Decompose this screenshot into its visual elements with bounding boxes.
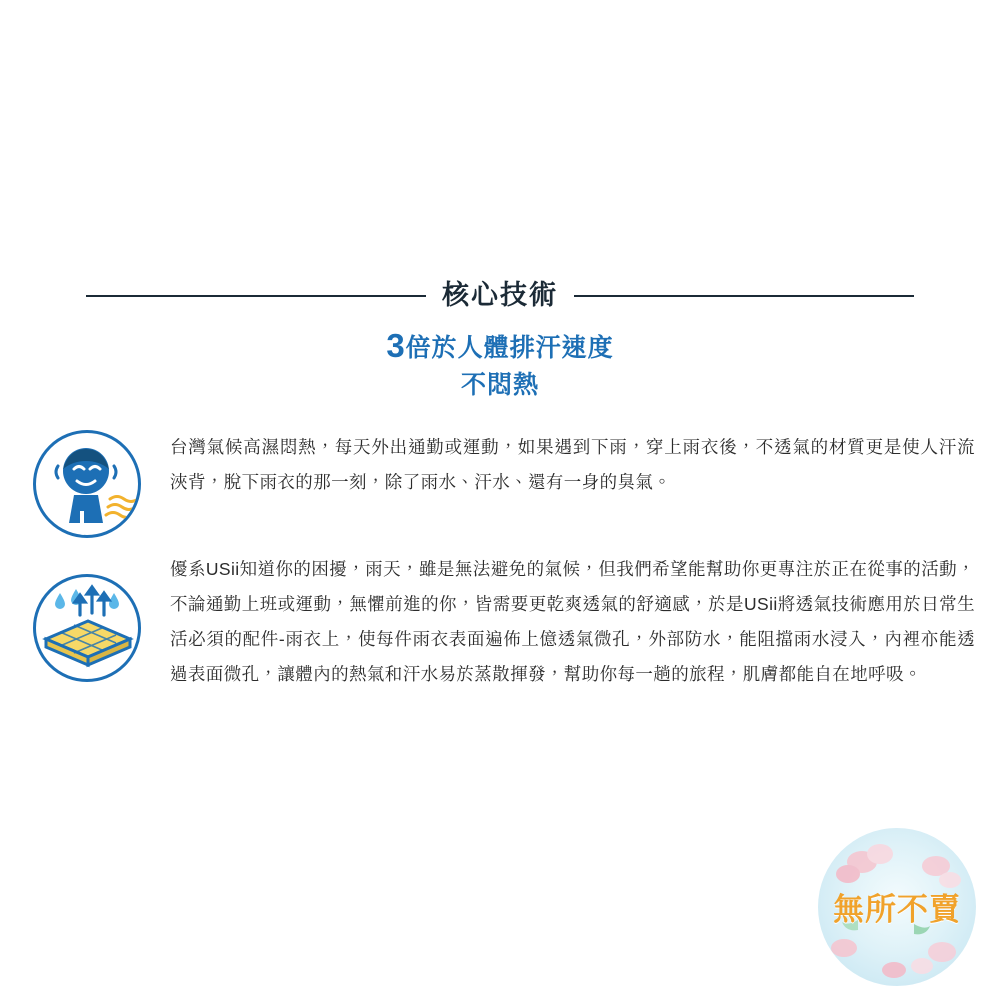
section-row-2 <box>30 552 975 692</box>
section-2-text: 優系USii知道你的困擾，雨天，雖是無法避免的氣候，但我們希望能幫助你更專注於正在從事的活動，不論通勤上班或運動，無懼前進的你，皆需要更乾爽透氣的舒適感，於是USii將透氣技術應用於日常生活必須的配件-雨衣上，使每件雨衣表面遍佈上億透氣微孔，外部防水，能阻擋雨水浸入，內裡亦能透過表面微孔，讓體內的熱氣和汗水易於蒸散揮發，幫助你每一趟的旅程，肌膚都能自在地呼吸。 <box>170 559 975 684</box>
watermark-logo <box>818 828 976 986</box>
section-1-text: 台灣氣候高濕悶熱，每天外出通勤或運動，如果遇到下雨，穿上雨衣後，不透氣的材質更是使人汗流浹背，脫下雨衣的那一刻，除了雨水、汗水、還有一身的臭氣。 <box>170 437 975 492</box>
sweating-face-icon <box>30 430 140 540</box>
heading-block <box>0 282 1000 402</box>
subtitle-line-2: 不悶熱 <box>460 371 539 400</box>
core-title-row <box>0 282 1000 309</box>
watermark-text: 無所不賣 <box>833 892 961 927</box>
rule-right <box>574 295 914 297</box>
section-row-1 <box>30 430 975 540</box>
subtitle-rest: 倍於人體排汗速度 <box>405 334 614 362</box>
subtitle-number: 3 <box>386 327 406 364</box>
rule-left <box>86 295 426 297</box>
breathable-fabric-icon <box>30 552 140 662</box>
page-title: 核心技術 <box>442 280 558 310</box>
subtitle-line-1 <box>0 325 1000 366</box>
